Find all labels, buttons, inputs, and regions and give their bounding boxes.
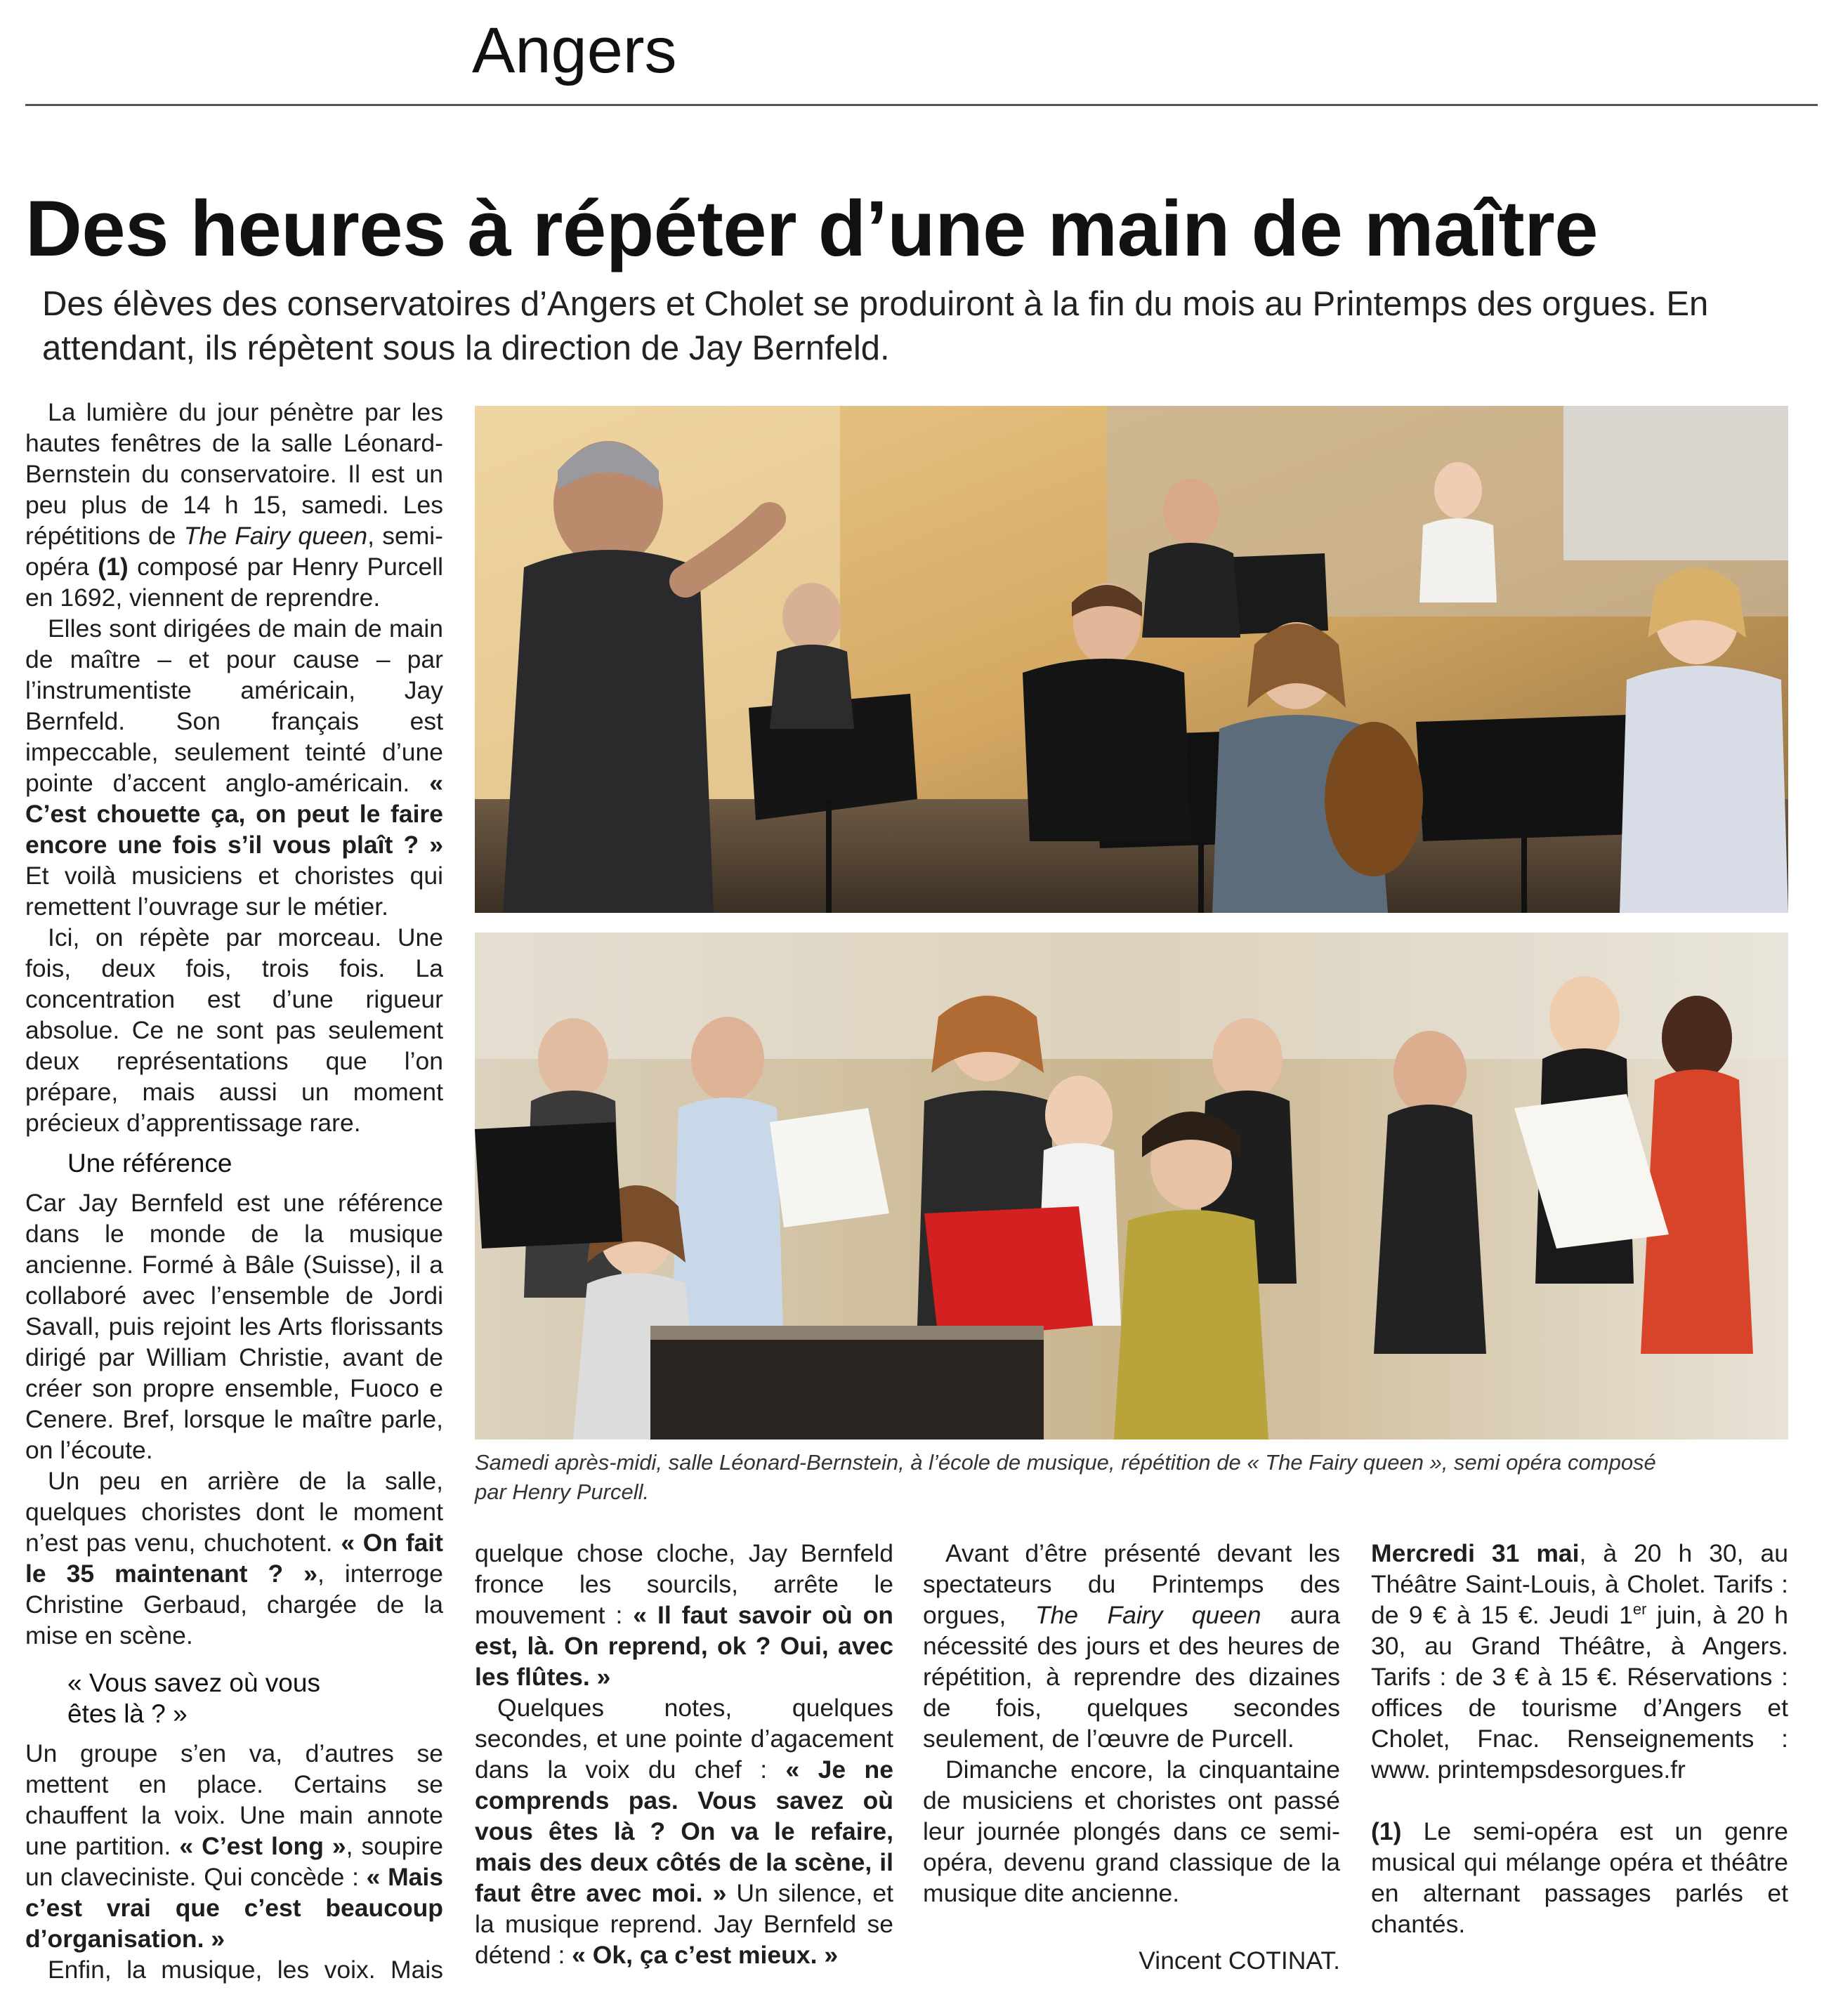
article-column-3	[923, 1538, 1340, 1976]
paragraph: Elles sont dirigées de main de main de maître – et pour cause – par l’instrumentiste américain, Jay Bernfeld. Son français est impeccable, seulement teinté d’une pointe d’accent anglo-américain. « C’est chouette ça, on peut le faire encore une fois s’il vous plaît ? » Et voilà musiciens et choristes qui remettent l’ouvrage sur le métier.	[25, 614, 443, 921]
paragraph: Enfin, la musique, les voix. Mais	[48, 1956, 443, 1984]
photo-caption: Samedi après-midi, salle Léonard-Bernstein, à l’école de musique, répétition de « The Fairy queen », semi opéra composé par Henry Purcell.	[475, 1450, 1656, 1504]
article-column-2	[475, 1538, 893, 1970]
article-column-1	[25, 397, 443, 1985]
article-column-4-info	[1371, 1538, 1788, 1939]
paragraph: La lumière du jour pénètre par les hautes fenêtres de la salle Léonard-Bernstein du conservatoire. Il est un peu plus de 14 h 15, samedi. Les répétitions de The Fairy queen, semi-opéra (1) composé par Henry Purcell en 1692, viennent de reprendre.	[25, 398, 443, 612]
subheading: Une référence	[67, 1149, 232, 1178]
paragraph: Dimanche encore, la cinquantaine de musiciens et choristes ont passé leur journée plongés dans ce semi-opéra, devenu grand classique de la musique dite ancienne.	[923, 1755, 1340, 1907]
paragraph: Avant d’être présenté devant les spectateurs du Printemps des orgues, The Fairy queen aura nécessité des jours et des heures de répétition, à reprendre des dizaines de fois, quelques secondes seulement, de l’œuvre de Purcell.	[923, 1539, 1340, 1753]
photo-orchestra-rehearsal	[475, 406, 1788, 913]
lede: Des élèves des conservatoires d’Angers et Cholet se produiront à la fin du mois au Printemps des orgues. En attendant, ils répètent sous la direction de Jay Bernfeld.	[42, 285, 1709, 367]
paragraph: quelque chose cloche, Jay Bernfeld fronce les sourcils, arrête le mouvement : « Il faut savoir où on est, là. On reprend, ok ? Oui, avec les flûtes. »	[475, 1539, 893, 1691]
paragraph: Quelques notes, quelques secondes, et une pointe d’agacement dans la voix du chef : « Je ne comprends pas. Vous savez où vous êtes là ? On va le refaire, mais des deux côtés de la scène, il faut être avec moi. » Un silence, et la musique reprend. Jay Bernfeld se détend : « Ok, ça c’est mieux. »	[475, 1694, 894, 1969]
headline: Des heures à répéter d’une main de maître	[25, 185, 1599, 272]
photo-choir-rehearsal	[475, 933, 1788, 1439]
photo-choir-image	[475, 933, 1788, 1439]
footnote: (1) Le semi-opéra est un genre musical qui mélange opéra et théâtre en alternant passages parlés et chantés.	[1371, 1817, 1788, 1938]
paragraph: Un groupe s’en va, d’autres se mettent en place. Certains se chauffent la voix. Une main annote une partition. « C’est long », soupire un claveciniste. Qui concède : « Mais c’est vrai que c’est beaucoup d’organisation. »	[25, 1739, 443, 1953]
paragraph: Ici, on répète par morceau. Une fois, deux fois, trois fois. La concentration est d’une rigueur absolue. Ce ne sont pas seulement deux représentations que l’on prépare, mais aussi un moment précieux d’apprentissage rare.	[25, 923, 443, 1137]
section-title: Angers	[472, 15, 677, 86]
paragraph: Car Jay Bernfeld est une référence dans le monde de la musique ancienne. Formé à Bâle (Suisse), il a collaboré avec l’ensemble de Jordi Savall, puis rejoint les Arts florissants dirigé par William Christie, avant de créer son propre ensemble, Fuoco e Cenere. Bref, lorsque le maître parle, on l’écoute.	[25, 1189, 443, 1464]
subheading: « Vous savez où vous êtes là ? »	[67, 1668, 320, 1728]
event-info: Mercredi 31 mai, à 20 h 30, au Théâtre Saint-Louis, à Cholet. Tarifs : de 9 € à 15 €. Jeudi 1er juin, à 20 h 30, au Grand Théâtre, à Angers. Tarifs : de 3 € à 15 €. Réservations : offices de tourisme d’Angers et Cholet, Fnac. Renseignements : www. printempsdesorgues.fr	[1371, 1539, 1788, 1784]
paragraph: Un peu en arrière de la salle, quelques choristes dont le moment n’est pas venu, chuchotent. « On fait le 35 maintenant ? », interroge Christine Gerbaud, chargée de la mise en scène.	[25, 1467, 443, 1649]
byline: Vincent COTINAT.	[1139, 1946, 1340, 1975]
section-rule	[25, 104, 1818, 106]
photo-orchestra-image	[475, 406, 1788, 913]
